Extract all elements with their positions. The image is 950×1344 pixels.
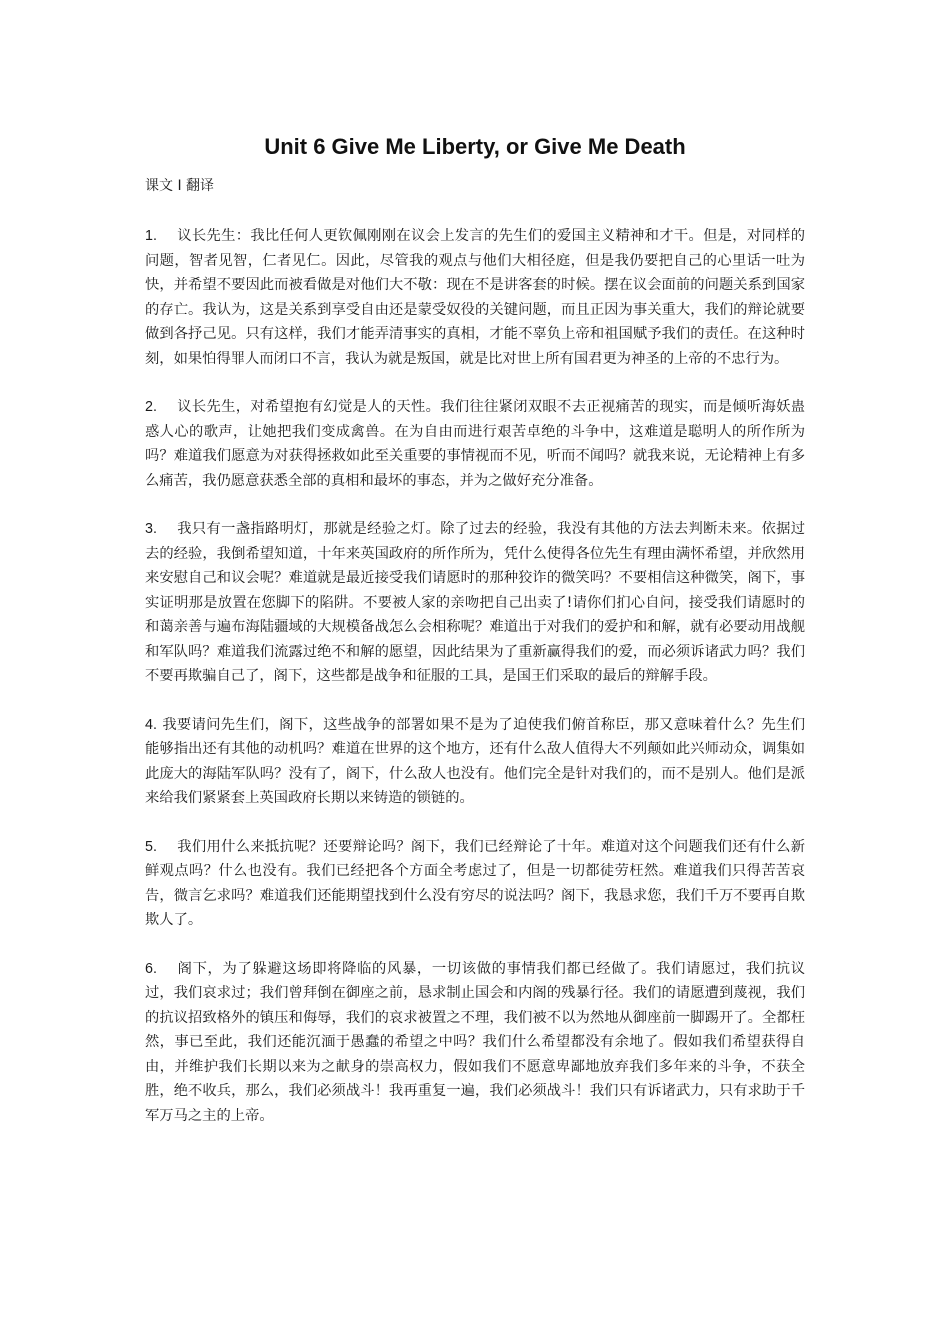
document-subtitle: 课文 I 翻译: [145, 178, 215, 194]
document-body: [145, 224, 805, 1152]
paragraph-6: [145, 957, 805, 1129]
paragraph-text: 阁下，为了躲避这场即将降临的风暴，一切该做的事情我们都已经做了。我们请愿过，我们抗议过，我们哀求过；我们曾拜倒在御座之前，恳求制止国会和内阁的残暴行径。我们的请愿遭到蔑视，我们的抗议招致格外的镇压和侮辱，我们的哀求被置之不理，我们被不以为然地从御座前一脚踢开了。全都枉然，事已至此，我们还能沉湎于愚蠢的希望之中吗？我们什么希望都没有余地了。假如我们希望获得自由，并维护我们长期以来为之献身的崇高权力，假如我们不愿意卑鄙地放弃我们多年来的斗争，不获全胜，绝不收兵，那么，我们必须战斗！我再重复一遍，我们必须战斗！我们只有诉诸武力，只有求助于千军万马之主的上帝。: [145, 960, 805, 1124]
paragraph-number: 3.: [145, 521, 157, 537]
paragraph-number: 2.: [145, 399, 157, 415]
paragraph-text: 我要请问先生们，阁下，这些战争的部署如果不是为了迫使我们俯首称臣，那又意味着什么？先生们能够指出还有其他的动机吗？难道在世界的这个地方，还有什么敌人值得大不列颠如此兴师动众，调集如此庞大的海陆军队吗？没有了，阁下，什么敌人也没有。他们完全是针对我们的，而不是别人。他们是派来给我们紧紧套上英国政府长期以来铸造的锁链的。: [145, 716, 805, 806]
paragraph-number: 4.: [145, 716, 157, 733]
paragraph-number: 1.: [145, 228, 157, 244]
paragraph-5: [145, 835, 805, 933]
paragraph-number: 6.: [145, 960, 157, 977]
paragraph-4: [145, 713, 805, 811]
paragraph-text: 议长先生，对希望抱有幻觉是人的天性。我们往往紧闭双眼不去正视痛苦的现实，而是倾听海妖蛊惑人心的歌声，让她把我们变成禽兽。在为自由而进行艰苦卓绝的斗争中，这难道是聪明人的所作所为吗？难道我们愿意为对获得拯救如此至关重要的事情视而不见，听而不闻吗？就我来说，无论精神上有多么痛苦，我仍愿意获悉全部的真相和最坏的事态，并为之做好充分准备。: [145, 399, 805, 489]
paragraph-3: [145, 517, 805, 689]
paragraph-number: 5.: [145, 838, 157, 855]
paragraph-1: [145, 224, 805, 371]
paragraph-2: [145, 395, 805, 493]
paragraph-text: 议长先生：我比任何人更钦佩刚刚在议会上发言的先生们的爱国主义精神和才干。但是，对同样的问题，智者见智，仁者见仁。因此，尽管我的观点与他们大相径庭，但是我仍要把自己的心里话一吐为快，并希望不要因此而被看做是对他们大不敬：现在不是讲客套的时候。摆在议会面前的问题关系到国家的存亡。我认为，这是关系到享受自由还是蒙受奴役的关键问题，而且正因为事关重大，我们的辩论就要做到各抒己见。只有这样，我们才能弄清事实的真相，才能不辜负上帝和祖国赋予我们的责任。在这种时刻，如果怕得罪人而闭口不言，我认为就是叛国，就是比对世上所有国君更为神圣的上帝的不忠行为。: [145, 228, 805, 367]
paragraph-text: 我们用什么来抵抗呢？还要辩论吗？阁下，我们已经辩论了十年。难道对这个问题我们还有什么新鲜观点吗？什么也没有。我们已经把各个方面全考虑过了，但是一切都徒劳枉然。难道我们只得苦苦哀告，微言乞求吗？难道我们还能期望找到什么没有穷尽的说法吗？阁下，我恳求您，我们千万不要再自欺欺人了。: [145, 838, 805, 928]
document-title: Unit 6 Give Me Liberty, or Give Me Death: [264, 134, 686, 159]
paragraph-text: 我只有一盏指路明灯，那就是经验之灯。除了过去的经验，我没有其他的方法去判断未来。依据过去的经验，我倒希望知道，十年来英国政府的所作所为，凭什么使得各位先生有理由满怀希望，并欣然用来安慰自己和议会呢？难道就是最近接受我们请愿时的那种狡诈的微笑吗？不要相信这种微笑，阁下，事实证明那是放置在您脚下的陷阱。不要被人家的亲吻把自己出卖了!请你们扪心自问，接受我们请愿时的和蔼亲善与遍布海陆疆域的大规模备战怎么会相称呢？难道出于对我们的爱护和和解，就有必要动用战舰和军队吗？难道我们流露过绝不和解的愿望，因此结果为了重新赢得我们的爱，而必须诉诸武力吗？我们不要再欺骗自己了，阁下，这些都是战争和征服的工具，是国王们采取的最后的辩解手段。: [145, 521, 805, 684]
